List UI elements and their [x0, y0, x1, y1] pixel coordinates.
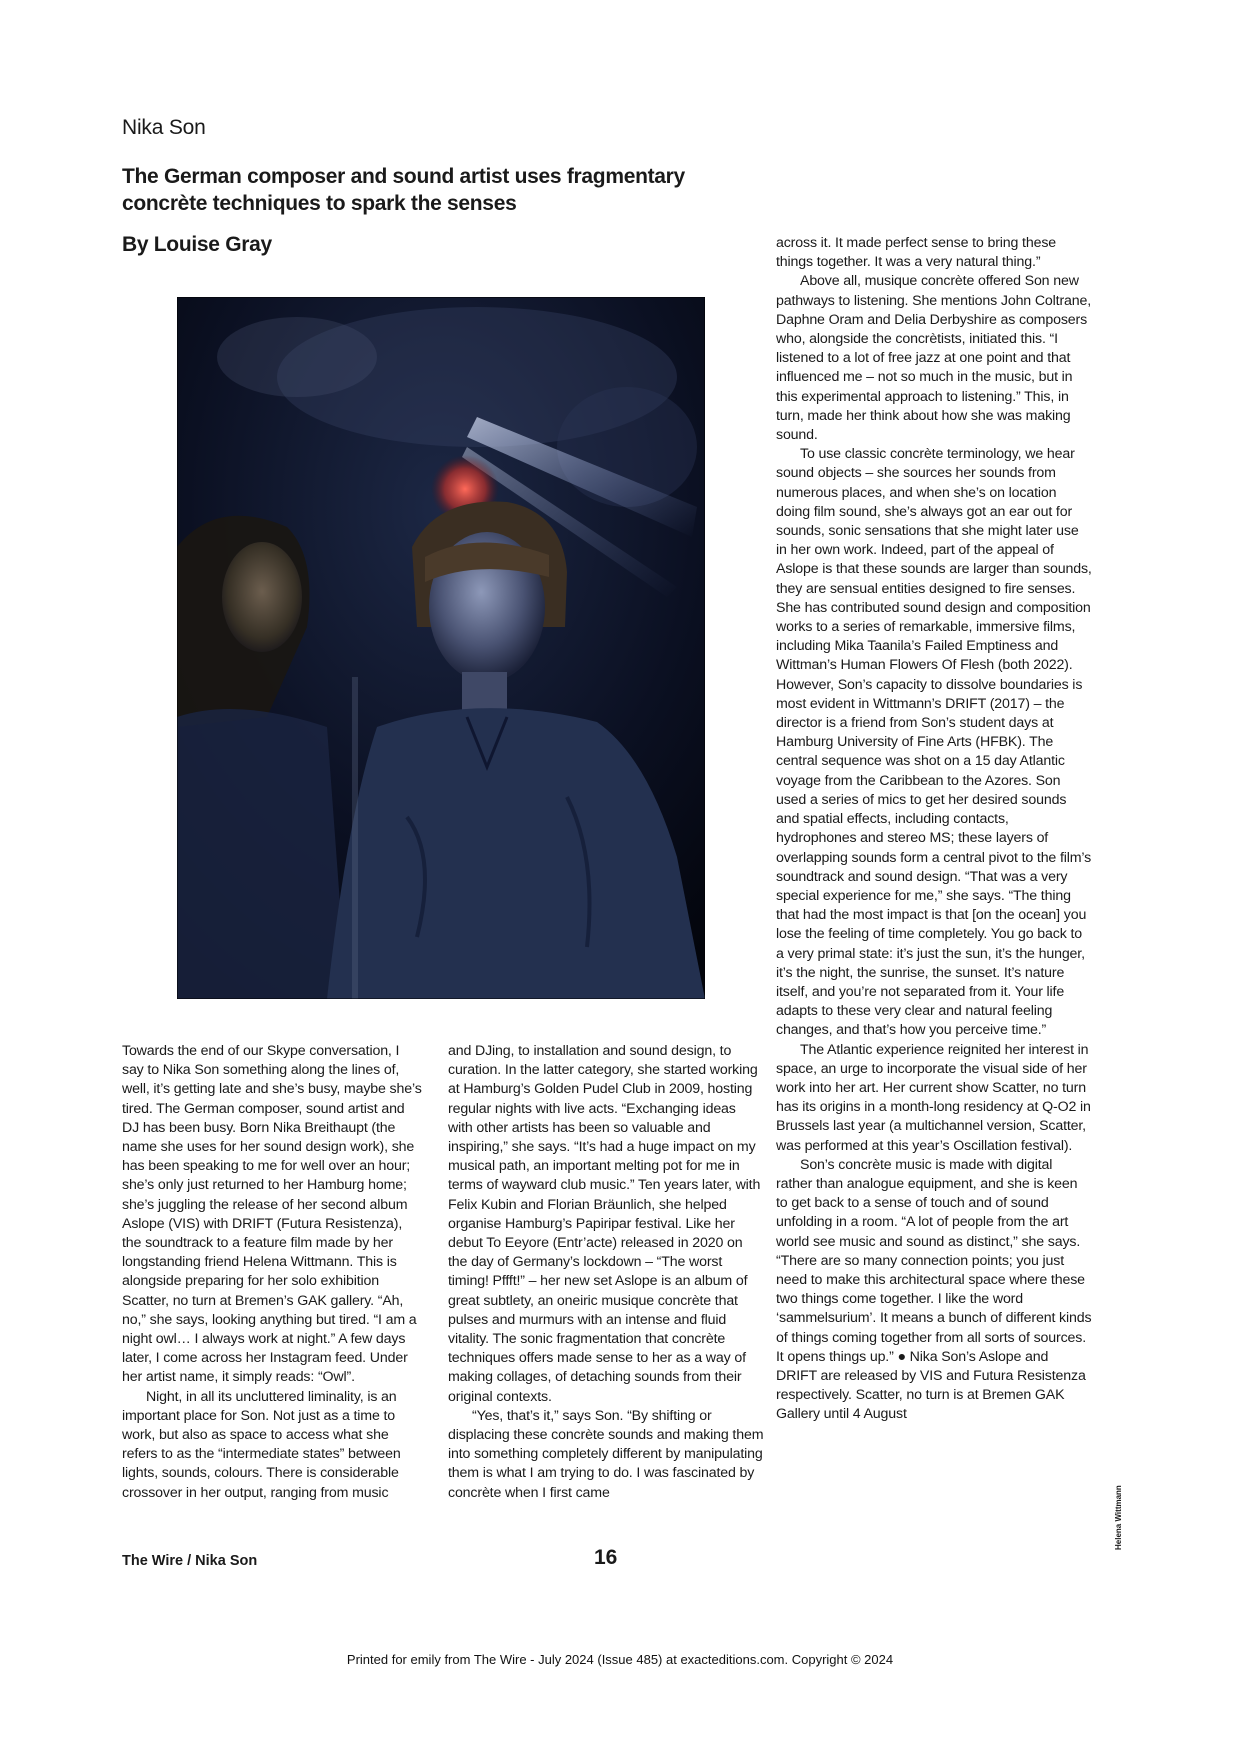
paragraph: To use classic concrète terminology, we hear sound objects – she sources her sounds from numerous places, and when she’s on location doing film sound, she’s always got an ear out for sounds, sonic sensations that she might later use in her own work. Indeed, part of the appeal of Aslope is that these sounds are larger than sounds, they are sensual entities designed to fire senses. She has contributed sound design and composition works to a series of remarkable, immersive films, including Mika Taanila’s Failed Emptiness and Wittman’s Human Flowers Of Flesh (both 2022). However, Son’s capacity to dissolve boundaries is most evident in Wittmann’s DRIFT (2017) – the director is a friend from Son’s student days at Hamburg University of Fine Arts (HFBK). The central sequence was shot on a 15 day Atlantic voyage from the Caribbean to the Azores. Son used a series of mics to get her desired sounds and spatial effects, including contacts, hydrophones and stereo MS; these layers of overlapping sounds form a central pivot to the film’s soundtrack and sound design. “That was a very special experience for me,” she says. “The thing that had the most impact is that [on the ocean] you lose the feeling of time completely. You go back to a very primal state: it’s just the sun, it’s the hunger, it’s the night, the sunrise, the sunset. It’s nature itself, and you’re not separated from it. Your life adapts to these very clear and natural feeling changes, and that’s how you perceive time.” — [776, 446, 1092, 1039]
paragraph: “Yes, that’s it,” says Son. “By shifting or displacing these concrète sounds and making them into something completely different by manipulating them is what I am trying to do. I was fascinated by concrète when I first came — [448, 1407, 764, 1501]
paragraph: and DJing, to installation and sound design, to curation. In the latter category, she started working at Hamburg’s Golden Pudel Club in 2009, hosting regular nights with live acts. “Exchanging ideas with other artists has been so valuable and inspiring,” she says. “It’s had a huge impact on my musical path, an important melting pot for me in terms of wayward club music.” Ten years later, with Felix Kubin and Florian Bräunlich, she helped organise Hamburg’s Papiripar festival. Like her debut To Eeyore (Entr’acte) released in 2020 on the day of Germany’s lockdown – “The worst timing! Pffft!” – her new set Aslope is an album of great subtlety, an oneiric musique concrète that pulses and murmurs with an intense and fluid vitality. The sonic fragmentation that concrète techniques offers made sense to her as a way of making collages, of detaching sounds from their original contexts. — [448, 1043, 761, 1405]
paragraph: The Atlantic experience reignited her interest in space, an urge to incorporate the visual side of her work into her art. Her current show Scatter, no turn has its origins in a month-long residency at Q-O2 in Brussels last year (a multichannel version, Scatter, was performed at this year’s Oscillation festival). — [776, 1041, 1091, 1154]
paragraph: Son’s concrète music is made with digital rather than analogue equipment, and she is keen to get back to a sense of touch and of sound unfolding in a room. “A lot of people from the art world see music and sound as distinct,” she says. “There are so many connection points; you just need to make this architectural space where these two things come together. I like the word ‘sammelsurium’. It means a bunch of different kinds of things coming together from all sorts of sources. It opens things up.” ● Nika Son’s Aslope and DRIFT are released by VIS and Futura Resistenza respectively. Scatter, no turn is at Bremen GAK Gallery until 4 August — [776, 1156, 1092, 1423]
article-column-3 — [776, 234, 1092, 1425]
paragraph: across it. It made perfect sense to bring these things together. It was a very natural thing.” — [776, 235, 1056, 271]
portrait-photo-illustration — [177, 297, 705, 999]
article-byline: By Louise Gray — [122, 233, 272, 256]
photo-credit: Helena Wittmann — [1114, 1485, 1123, 1550]
section-kicker: Nika Son — [122, 116, 206, 139]
article-headline: The German composer and sound artist uses fragmentary concrète techniques to spark the senses — [122, 165, 685, 215]
paragraph: Above all, musique concrète offered Son new pathways to listening. She mentions John Coltrane, Daphne Oram and Delia Derbyshire as composers who, alongside the concrètists, initiated this. “I listened to a lot of free jazz at one point and that influenced me – not so much in the music, but in this experimental approach to listening.” This, in turn, made her think about how she was making sound. — [776, 273, 1092, 444]
article-column-2 — [448, 1042, 764, 1503]
print-notice: Printed for emily from The Wire - July 2024 (Issue 485) at exacteditions.com. Copyright © 2024 — [346, 1652, 894, 1667]
article-photo — [177, 297, 705, 999]
page-number: 16 — [594, 1546, 618, 1569]
paragraph: Towards the end of our Skype conversation, I say to Nika Son something along the lines of, well, it’s getting late and she’s busy, maybe she’s tired. The German composer, sound artist and DJ has been busy. Born Nika Breithaupt (the name she uses for her sound design work), she has been speaking to me for well over an hour; she’s only just returned to her Hamburg home; she’s juggling the release of her second album Aslope (VIS) with DRIFT (Futura Resistenza), the soundtrack to a feature film made by her longstanding friend Helena Wittmann. This is alongside preparing for her solo exhibition Scatter, no turn at Bremen’s GAK gallery. “Ah, no,” she says, looking anything but tired. “I am a night owl… I always work at night.” A few days later, I come across her Instagram feed. Under her artist name, it simply reads: “Owl”. — [122, 1043, 422, 1386]
paragraph: Night, in all its uncluttered liminality, is an important place for Son. Not just as a time to work, but also as space to access what she refers to as the “intermediate states” between lights, sounds, colours. There is considerable crossover in her output, ranging from music — [122, 1388, 401, 1501]
footer-section-label: The Wire / Nika Son — [122, 1553, 258, 1569]
article-column-1 — [122, 1042, 422, 1503]
